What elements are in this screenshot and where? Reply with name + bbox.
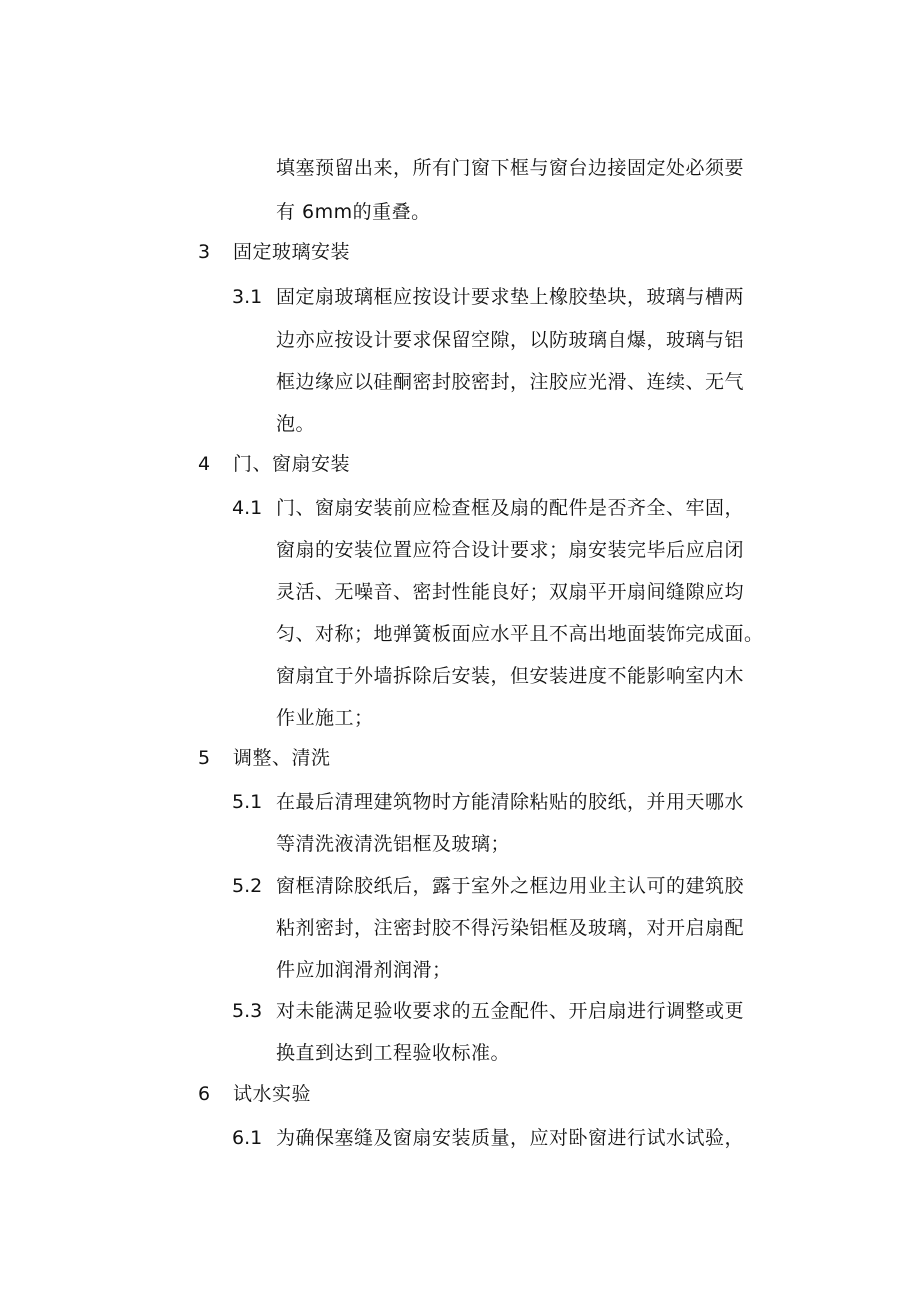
item-line: 在最后清理建筑物时方能清除粘贴的胶纸，并用天哪水	[276, 791, 745, 813]
item-line: 粘剂密封，注密封胶不得污染铝框及玻璃，对开启扇配	[276, 917, 745, 939]
item-line: 窗扇的安装位置应符合设计要求；扇安装完毕后应启闭	[276, 539, 745, 561]
item-number: 6.1	[232, 1127, 263, 1149]
section-title: 调整、清洗	[233, 747, 331, 769]
item-line: 作业施工；	[276, 707, 374, 729]
item-number: 4.1	[232, 497, 263, 519]
item-line: 对未能满足验收要求的五金配件、开启扇进行调整或更	[276, 1000, 745, 1022]
item-line: 窗扇宜于外墙拆除后安装，但安装进度不能影响室内木	[276, 665, 745, 687]
section-title: 门、窗扇安装	[233, 453, 351, 475]
item-line: 件应加润滑剂润滑；	[276, 959, 452, 981]
item-line: 泡。	[276, 413, 316, 435]
item-line: 为确保塞缝及窗扇安装质量，应对卧窗进行试水试验，	[276, 1127, 745, 1149]
section-number: 4	[198, 453, 211, 475]
item-line: 固定扇玻璃框应按设计要求垫上橡胶垫块，玻璃与槽两	[276, 286, 745, 308]
section-title: 试水实验	[233, 1083, 312, 1105]
item-line: 等清洗液清洗铝框及玻璃；	[276, 833, 511, 855]
continuation-line: 有 6mm的重叠。	[276, 201, 431, 223]
item-number: 5.2	[232, 875, 263, 897]
item-line: 框边缘应以硅酮密封胶密封，注胶应光滑、连续、无气	[276, 371, 745, 393]
item-number: 5.1	[232, 791, 263, 813]
item-line: 窗框清除胶纸后，露于室外之框边用业主认可的建筑胶	[276, 875, 745, 897]
item-line: 边亦应按设计要求保留空隙，以防玻璃自爆，玻璃与铝	[276, 329, 745, 351]
section-title: 固定玻璃安装	[233, 241, 351, 263]
item-number: 5.3	[232, 1000, 263, 1022]
section-number: 3	[198, 241, 211, 263]
item-number: 3.1	[232, 286, 263, 308]
item-line: 门、窗扇安装前应检查框及扇的配件是否齐全、牢固，	[276, 497, 745, 519]
item-line: 灵活、无噪音、密封性能良好；双扇平开扇间缝隙应均	[276, 581, 745, 603]
item-line: 匀、对称；地弹簧板面应水平且不高出地面装饰完成面。	[276, 623, 764, 645]
item-line: 换直到达到工程验收标准。	[276, 1042, 511, 1064]
section-number: 5	[198, 747, 211, 769]
continuation-line: 填塞预留出来，所有门窗下框与窗台边接固定处必须要	[276, 157, 745, 179]
section-number: 6	[198, 1083, 211, 1105]
